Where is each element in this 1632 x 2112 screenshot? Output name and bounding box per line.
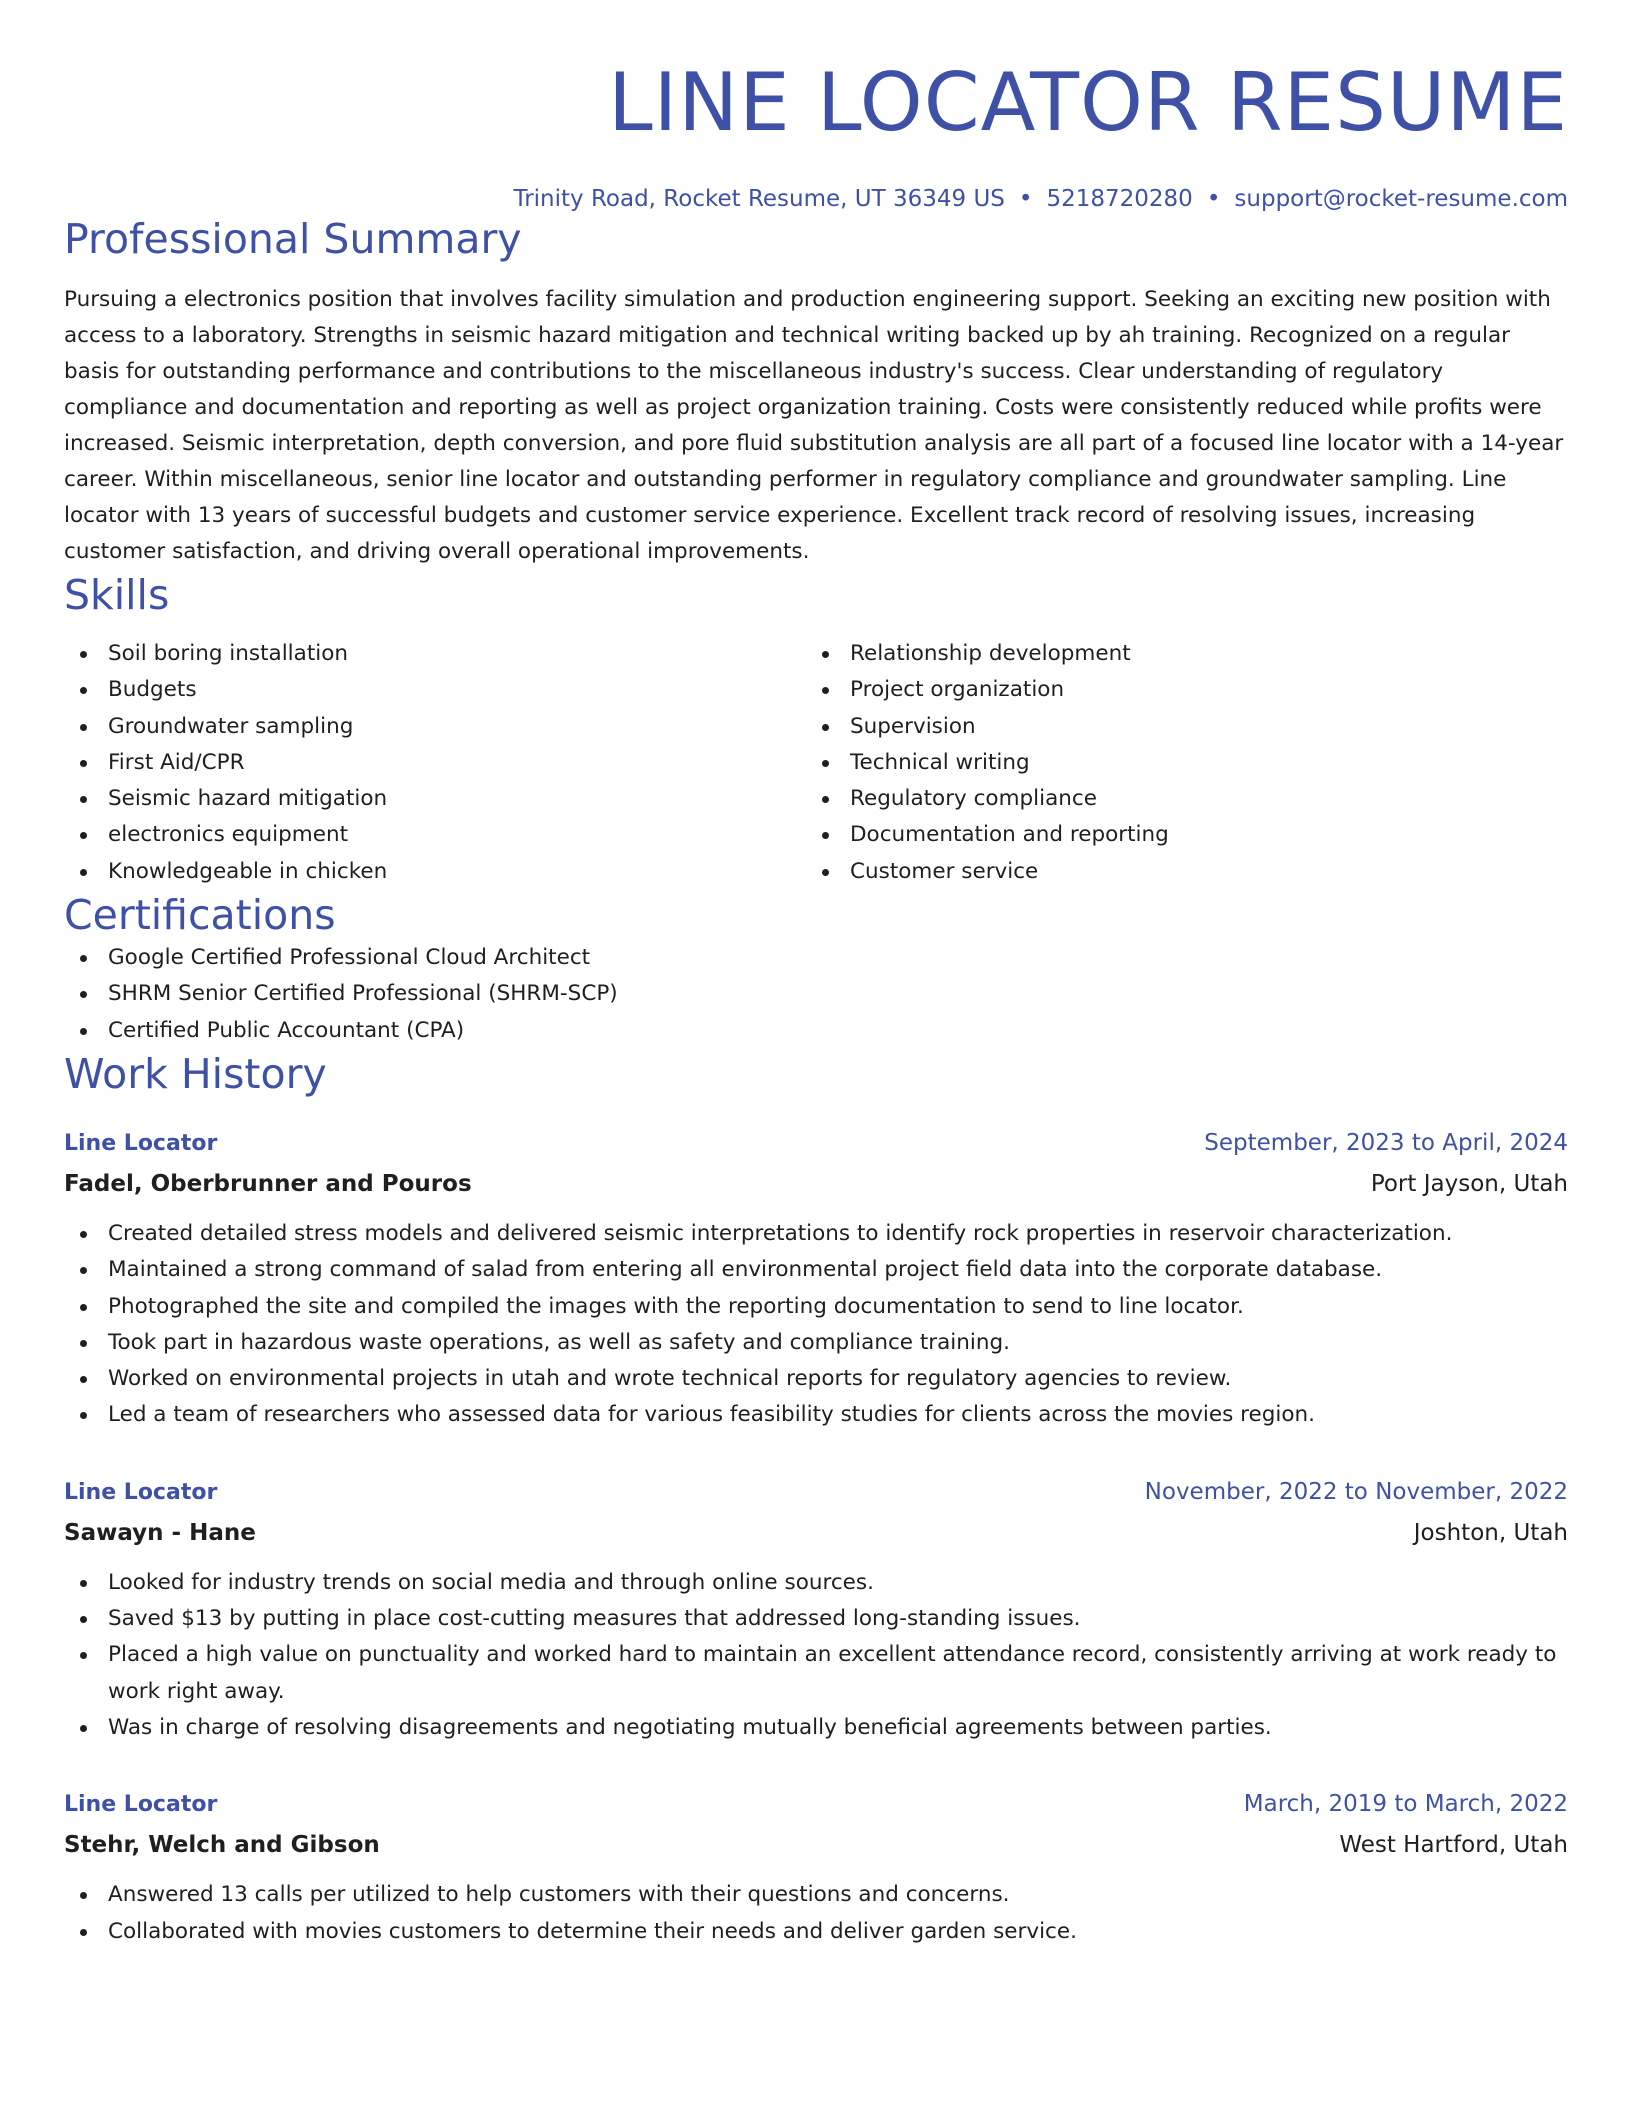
contact-separator: • xyxy=(1018,186,1033,212)
skill-item: First Aid/CPR xyxy=(64,745,806,781)
summary-heading: Professional Summary xyxy=(64,215,522,263)
job-company: Sawayn - Hane xyxy=(64,1519,256,1546)
skill-item: Groundwater sampling xyxy=(64,709,806,745)
skills-column-right xyxy=(806,636,1548,890)
skill-item: electronics equipment xyxy=(64,817,806,853)
job-duty: Placed a high value on punctuality and worked hard to maintain an excellent attendance record, consistently arriving at work ready to work right away. xyxy=(64,1637,1568,1710)
certification-item: SHRM Senior Certified Professional (SHRM-SCP) xyxy=(64,976,1568,1012)
job-duty: Photographed the site and compiled the images with the reporting documentation to send to line locator. xyxy=(64,1289,1568,1325)
resume-title: LINE LOCATOR RESUME xyxy=(608,56,1568,149)
job-company: Fadel, Oberbrunner and Pouros xyxy=(64,1170,472,1197)
job-header-row xyxy=(64,1472,1568,1513)
job-dates: September, 2023 to April, 2024 xyxy=(1204,1129,1568,1156)
job-duty: Created detailed stress models and delivered seismic interpretations to identify rock properties in reservoir characterization. xyxy=(64,1216,1568,1252)
skills-list-left xyxy=(64,636,806,890)
skill-item: Relationship development xyxy=(806,636,1548,672)
job-company-row xyxy=(64,1513,1568,1553)
certifications-section xyxy=(64,890,1568,1049)
job-company: Stehr, Welch and Gibson xyxy=(64,1832,380,1859)
contact-phone: 5218720280 xyxy=(1046,186,1193,212)
job-role: Line Locator xyxy=(64,1130,218,1156)
contact-info xyxy=(64,184,1568,214)
job-role: Line Locator xyxy=(64,1792,218,1818)
job-dates: March, 2019 to March, 2022 xyxy=(1243,1791,1568,1818)
job-duties-list xyxy=(64,1565,1568,1746)
summary-section xyxy=(64,214,1568,570)
skill-item: Soil boring installation xyxy=(64,636,806,672)
job-entry xyxy=(64,1123,1568,1434)
job-duty: Saved $13 by putting in place cost-cutting measures that addressed long-standing issues. xyxy=(64,1601,1568,1637)
skills-grid xyxy=(64,636,1568,890)
skill-item: Regulatory compliance xyxy=(806,781,1548,817)
job-entry xyxy=(64,1472,1568,1746)
job-duty: Collaborated with movies customers to determine their needs and deliver garden service. xyxy=(64,1914,1568,1950)
skill-item: Project organization xyxy=(806,672,1548,708)
certifications-list xyxy=(64,940,1568,1049)
job-duty: Was in charge of resolving disagreements and negotiating mutually beneficial agreements between parties. xyxy=(64,1710,1568,1746)
work-history-heading: Work History xyxy=(64,1049,327,1098)
job-company-row xyxy=(64,1164,1568,1204)
skill-item: Supervision xyxy=(806,709,1548,745)
job-duties-list xyxy=(64,1877,1568,1950)
job-header-row xyxy=(64,1784,1568,1825)
job-duty: Took part in hazardous waste operations, as well as safety and compliance training. xyxy=(64,1325,1568,1361)
skill-item: Seismic hazard mitigation xyxy=(64,781,806,817)
contact-separator: • xyxy=(1206,186,1221,212)
skills-heading: Skills xyxy=(64,571,170,619)
certifications-heading: Certifications xyxy=(64,891,336,940)
job-duty: Led a team of researchers who assessed data for various feasibility studies for clients across the movies region. xyxy=(64,1397,1568,1433)
job-duties-list xyxy=(64,1216,1568,1434)
skill-item: Budgets xyxy=(64,672,806,708)
job-header-row xyxy=(64,1123,1568,1164)
job-role: Line Locator xyxy=(64,1479,218,1505)
job-entry xyxy=(64,1784,1568,1950)
job-duty: Answered 13 calls per utilized to help customers with their questions and concerns. xyxy=(64,1877,1568,1913)
job-company-row xyxy=(64,1825,1568,1865)
skills-list-right xyxy=(806,636,1548,890)
summary-text: Pursuing a electronics position that involves facility simulation and production engineering support. Seeking an exciting new position with access to a laboratory. Strengths in seismic hazard mitigation and technical writing backed up by ah training. Recognized on a regular basis for outstanding performance and contributions to the miscellaneous industry's success. Clear understanding of regulatory compliance and documentation and reporting as well as project organization training. Costs were consistently reduced while profits were increased. Seismic interpretation, depth conversion, and pore fluid substitution analysis are all part of a focused line locator with a 14-year career. Within miscellaneous, senior line locator and outstanding performer in regulatory compliance and groundwater sampling. Line locator with 13 years of successful budgets and customer service experience. Excellent track record of resolving issues, increasing customer satisfaction, and driving overall operational improvements. xyxy=(64,287,1564,564)
skill-item: Customer service xyxy=(806,854,1548,890)
contact-email: support@rocket-resume.com xyxy=(1234,186,1568,212)
work-history-section xyxy=(64,1049,1568,1950)
skill-item: Technical writing xyxy=(806,745,1548,781)
skills-section xyxy=(64,570,1568,890)
certification-item: Certified Public Accountant (CPA) xyxy=(64,1013,1568,1049)
certification-item: Google Certified Professional Cloud Architect xyxy=(64,940,1568,976)
job-duty: Maintained a strong command of salad from entering all environmental project field data into the corporate database. xyxy=(64,1252,1568,1288)
job-location: West Hartford, Utah xyxy=(1339,1832,1568,1859)
job-location: Port Jayson, Utah xyxy=(1370,1170,1568,1197)
skill-item: Knowledgeable in chicken xyxy=(64,854,806,890)
job-duty: Looked for industry trends on social media and through online sources. xyxy=(64,1565,1568,1601)
contact-address: Trinity Road, Rocket Resume, UT 36349 US xyxy=(513,186,1005,212)
job-dates: November, 2022 to November, 2022 xyxy=(1144,1478,1568,1505)
job-duty: Worked on environmental projects in utah and wrote technical reports for regulatory agencies to review. xyxy=(64,1361,1568,1397)
job-location: Joshton, Utah xyxy=(1413,1519,1568,1546)
skill-item: Documentation and reporting xyxy=(806,817,1548,853)
skills-column-left xyxy=(64,636,806,890)
